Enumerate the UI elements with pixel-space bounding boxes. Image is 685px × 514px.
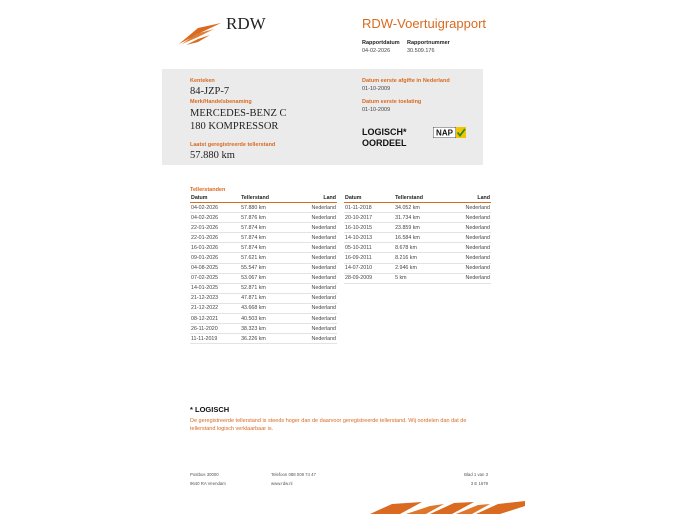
footer-contact <box>271 470 316 488</box>
reading-date: 26-11-2020 <box>190 324 240 334</box>
reading-date: 11-11-2019 <box>190 334 240 344</box>
reading-value: 57.874 km <box>240 223 291 233</box>
reading-date: 04-02-2026 <box>190 203 240 213</box>
brand-name: RDW <box>226 14 266 33</box>
reading-date: 28-09-2009 <box>344 273 394 283</box>
rdw-logo-icon <box>178 22 222 46</box>
report-number-value: 30.509.176 <box>407 48 435 54</box>
table-row <box>190 263 337 273</box>
reading-country: Nederland <box>291 303 337 313</box>
reading-date: 04-08-2025 <box>190 263 240 273</box>
reading-value: 57.874 km <box>240 243 291 253</box>
report-number-label: Rapportnummer <box>407 40 450 46</box>
table-row <box>190 324 337 334</box>
table-row <box>344 253 491 263</box>
reading-country: Nederland <box>291 283 337 293</box>
reading-country: Nederland <box>291 324 337 334</box>
footer-address <box>190 470 226 488</box>
reading-date: 14-07-2010 <box>344 263 394 273</box>
first-nl-value: 01-10-2009 <box>362 86 391 92</box>
first-admission-label: Datum eerste toelating <box>362 99 422 105</box>
table-row <box>190 283 337 293</box>
reading-country: Nederland <box>445 233 491 243</box>
table-row <box>190 253 337 263</box>
footer-city: 9640 RA Veendam <box>190 481 226 486</box>
table-row <box>190 334 337 344</box>
nap-text: NAP <box>436 128 453 138</box>
col-country-header: Land <box>291 194 337 203</box>
table-row <box>190 213 337 223</box>
reading-value: 57.621 km <box>240 253 291 263</box>
table-row <box>344 233 491 243</box>
reading-country: Nederland <box>445 243 491 253</box>
reading-value: 38.323 km <box>240 324 291 334</box>
reading-value: 53.067 km <box>240 273 291 283</box>
reading-country: Nederland <box>291 223 337 233</box>
footer-page-info <box>430 470 488 488</box>
reading-country: Nederland <box>445 273 491 283</box>
odometer-value: 57.880 km <box>190 150 235 161</box>
make-line2: 180 KOMPRESSOR <box>190 121 279 132</box>
note-title: * LOGISCH <box>190 405 230 414</box>
table-row <box>190 223 337 233</box>
reading-value: 16.584 km <box>394 233 445 243</box>
reading-date: 22-01-2026 <box>190 233 240 243</box>
first-nl-label: Datum eerste afgifte in Nederland <box>362 78 450 84</box>
table-row <box>190 314 337 324</box>
note-text: De geregistreerde tellerstand is steeds hoger dan de daarvoor geregistreerde tellerstand. Wij oordelen dan dat de tellerstand logisch verklaarbaar is. <box>190 418 467 432</box>
table-row <box>190 303 337 313</box>
verdict-line1: LOGISCH* <box>362 127 407 137</box>
reading-country: Nederland <box>445 213 491 223</box>
reading-date: 08-12-2021 <box>190 314 240 324</box>
reading-value: 57.876 km <box>240 213 291 223</box>
table-row <box>190 293 337 303</box>
footer-web[interactable]: www.rdw.nl <box>271 481 293 486</box>
reading-date: 05-10-2011 <box>344 243 394 253</box>
table-row <box>344 223 491 233</box>
table-row <box>344 213 491 223</box>
reading-date: 04-02-2026 <box>190 213 240 223</box>
report-date-block <box>362 39 400 55</box>
reading-date: 21-12-2023 <box>190 293 240 303</box>
footer-phone: Telefoon 088 008 74 47 <box>271 472 316 477</box>
table-row <box>190 203 337 213</box>
reading-value: 34.052 km <box>394 203 445 213</box>
reading-country: Nederland <box>445 253 491 263</box>
reading-value: 57.874 km <box>240 233 291 243</box>
reading-country: Nederland <box>291 253 337 263</box>
reading-date: 16-10-2015 <box>344 223 394 233</box>
make-line1: MERCEDES-BENZ C <box>190 108 287 119</box>
reading-country: Nederland <box>291 293 337 303</box>
footer-postbox: Postbus 30000 <box>190 472 219 477</box>
reading-date: 14-01-2025 <box>190 283 240 293</box>
footer-page: Blad 1 van 3 <box>464 472 488 477</box>
reading-date: 20-10-2017 <box>344 213 394 223</box>
report-title: RDW-Voertuigrapport <box>362 16 487 31</box>
footer-code: 3 E 1679 <box>470 481 488 486</box>
reading-date: 09-01-2026 <box>190 253 240 263</box>
col-reading-header: Tellerstand <box>240 194 291 203</box>
table-row <box>190 233 337 243</box>
reading-country: Nederland <box>291 203 337 213</box>
reading-value: 40.503 km <box>240 314 291 324</box>
reading-country: Nederland <box>291 213 337 223</box>
reading-value: 47.871 km <box>240 293 291 303</box>
table-row <box>344 263 491 273</box>
reading-country: Nederland <box>291 314 337 324</box>
report-date-value: 04-02-2026 <box>362 48 391 54</box>
table-row <box>190 243 337 253</box>
verdict-line2: OORDEEL <box>362 138 407 148</box>
report-date-label: Rapportdatum <box>362 40 400 46</box>
reading-country: Nederland <box>445 263 491 273</box>
reading-value: 5 km <box>394 273 445 283</box>
reading-date: 16-01-2026 <box>190 243 240 253</box>
reading-date: 07-02-2025 <box>190 273 240 283</box>
nap-logo-icon <box>433 127 466 138</box>
reading-value: 57.880 km <box>240 203 291 213</box>
odometer-label: Laatst geregistreerde tellerstand <box>190 142 276 148</box>
report-number-block <box>407 39 450 55</box>
reading-date: 21-12-2022 <box>190 303 240 313</box>
decorative-stripes-icon <box>370 500 525 514</box>
reading-country: Nederland <box>445 203 491 213</box>
reading-country: Nederland <box>291 233 337 243</box>
reading-date: 22-01-2026 <box>190 223 240 233</box>
reading-country: Nederland <box>291 263 337 273</box>
reading-value: 8.216 km <box>394 253 445 263</box>
reading-date: 01-11-2018 <box>344 203 394 213</box>
reading-country: Nederland <box>291 243 337 253</box>
plate-value: 84-JZP-7 <box>190 86 230 97</box>
col-reading-header: Tellerstand <box>394 194 445 203</box>
reading-country: Nederland <box>445 223 491 233</box>
readings-table-right <box>344 194 491 284</box>
reading-date: 14-10-2013 <box>344 233 394 243</box>
col-date-header: Datum <box>344 194 394 203</box>
col-country-header: Land <box>445 194 491 203</box>
reading-value: 43.668 km <box>240 303 291 313</box>
verdict <box>362 127 407 149</box>
reading-value: 2.946 km <box>394 263 445 273</box>
readings-title: Tellerstanden <box>190 187 226 193</box>
reading-country: Nederland <box>291 334 337 344</box>
plate-label: Kenteken <box>190 78 215 84</box>
table-row <box>344 203 491 213</box>
reading-value: 52.871 km <box>240 283 291 293</box>
first-admission-value: 01-10-2009 <box>362 107 391 113</box>
make-label: Merk/Handelsbenaming <box>190 99 252 105</box>
reading-value: 31.734 km <box>394 213 445 223</box>
reading-country: Nederland <box>291 273 337 283</box>
col-date-header: Datum <box>190 194 240 203</box>
reading-value: 55.547 km <box>240 263 291 273</box>
reading-value: 8.678 km <box>394 243 445 253</box>
table-row <box>190 273 337 283</box>
readings-table-left <box>190 194 337 344</box>
reading-date: 16-09-2011 <box>344 253 394 263</box>
table-row <box>344 243 491 253</box>
reading-value: 36.226 km <box>240 334 291 344</box>
reading-value: 23.859 km <box>394 223 445 233</box>
table-row <box>344 273 491 283</box>
